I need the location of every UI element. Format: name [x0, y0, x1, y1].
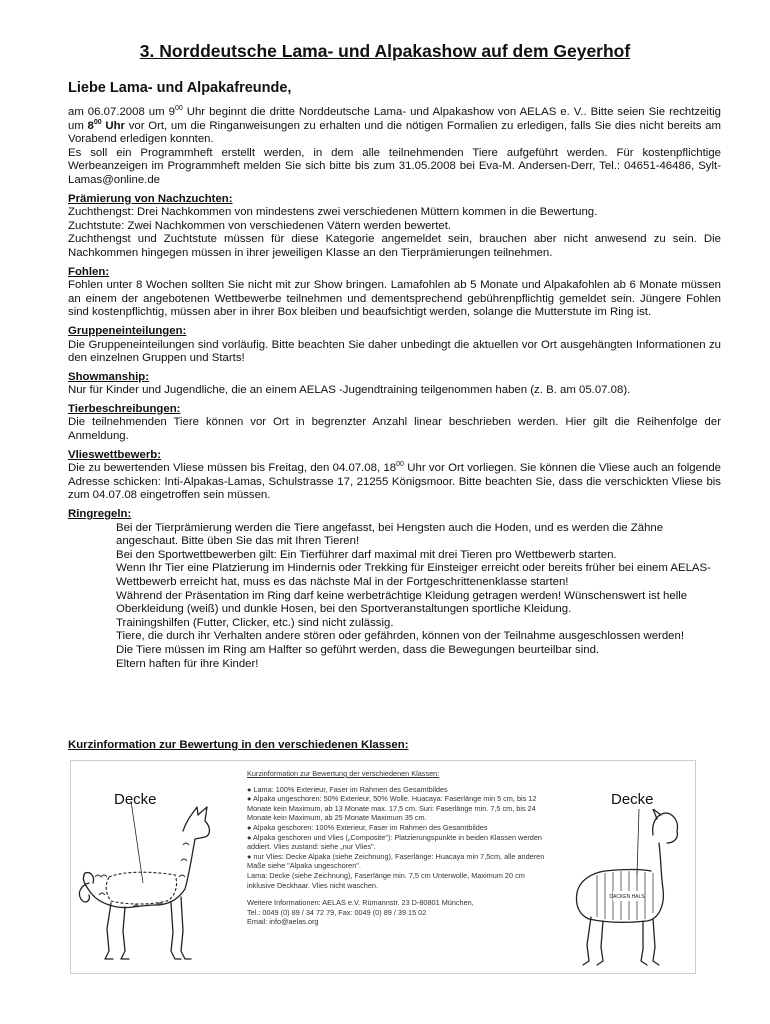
alpaca-ear — [653, 809, 661, 819]
evaluation-bullet: Lama: Decke (siehe Zeichnung), Faserlänge min. 7,5 cm Unterwolle, Maximum 20 cm inklusive Deckhaar. Vlies nicht waschen. — [247, 870, 525, 890]
ringregeln-list — [68, 522, 721, 672]
evaluation-info-heading: Kurzinformation zur Bewertung der verschiedenen Klassen: — [247, 769, 440, 778]
praemierung-line: Zuchthengst: Drei Nachkommen von mindestens zwei verschiedenen Müttern kommen in die Bewertung. — [68, 206, 598, 219]
ringregel-line: Während der Präsentation im Ring darf keine werbeträchtige Kleidung getragen werden! Wünschenswert ist helle Oberkleidung (weiß) und dunkle Hosen, bei den Sportveranstaltungen sportliche Kleidung. — [116, 589, 688, 616]
llama-front-leg-2 — [171, 903, 181, 959]
llama-hind-leg — [105, 903, 113, 959]
showmanship-text: Nur für Kinder und Jugendliche, die an einem AELAS -Jugendtraining teilgenommen haben (z. B. am 05.07.08). — [68, 384, 631, 397]
evaluation-bullet: ● Alpaka ungeschoren: 50% Exterieur, 50% Wolle. Huacaya: Faserlänge min 5 cm, bis 12 Monate kein Maximum, ab 13 Monate max. 17,5 cm. Suri: Faserlänge min. 7,5 cm, bis 24 Monate kein Maximum, ab 25 Monate Maximum 35 cm. — [247, 794, 537, 823]
llama-tail — [79, 883, 89, 902]
alpaca-drawing — [567, 809, 695, 969]
section-heading-ringregeln: Ringregeln: — [68, 508, 132, 521]
evaluation-bullet: ● Alpaka geschoren: 100% Exterieur, Faser im Rahmen des Gesamtbildes — [247, 822, 488, 832]
section-heading-fohlen: Fohlen: — [68, 265, 110, 278]
llama-drawing — [71, 801, 211, 971]
llama-decke-area — [106, 872, 176, 904]
praemierung-line: Zuchthengst und Zuchtstute müssen für diese Kategorie angemeldet sein, brauchen aber nicht anwesend zu sein. Die Nachkommen hingegen müssen in ihrer jeweiligen Klasse an den Tierprämierungen teilnehmen. — [68, 233, 721, 259]
alpaca-front-leg-2 — [641, 921, 647, 965]
intro-paragraph-1: am 06.07.2008 um $9^{00}$ Uhr beginnt die dritte Norddeutsche Lama- und Alpakashow von AELAS e. V.. Bitte seien Sie rechtzeitig um $8^{00}$ Uhr vor Ort, um die Ringanweisungen zu erhalten und die nötigen Formalien zu erledigen, falls Sie dies nicht bereits am Vorabend erledigen konnten. — [68, 105, 721, 146]
gruppen-text: Die Gruppeneinteilungen sind vorläufig. Bitte beachten Sie daher unbedingt die aktuellen vor Ort ausgehängten Informationen zu den einzelnen Gruppen und Starts! — [68, 338, 721, 365]
decke-label-right: Decke — [611, 791, 654, 808]
decke-pointer-line — [131, 801, 143, 883]
decke-pointer-line-right — [637, 809, 639, 875]
praemierung-line: Zuchtstute: Zwei Nachkommen von verschiedenen Vätern werden bewertet. — [68, 219, 452, 232]
decke-label-left: Decke — [114, 791, 157, 808]
fohlen-text: Fohlen unter 8 Wochen sollten Sie nicht mit zur Show bringen. Lamafohlen ab 5 Monate und Alpakafohlen ab 6 Monate müssen an einem der angebotenen Wettbewerbe teilnehmen und dementsprechend gebührenpflichtig gemeldet sein. Jüngere Fohlen sind kostenpflichtig, müssen aber in ihrer Box bleiben und beaufsichtigt werden, solange die Mutterstute im Ring ist. — [68, 279, 721, 319]
greeting: Liebe Lama- und Alpakafreunde, — [68, 80, 292, 96]
document-body — [68, 106, 721, 671]
contact-line: Weitere Informationen: AELAS e.V. Rümannstr. 23 D-80801 München, — [247, 898, 474, 908]
alpaca-hind-leg — [583, 917, 591, 965]
section-heading-tierbeschreibungen: Tierbeschreibungen: — [68, 402, 181, 415]
section-heading-showmanship: Showmanship: — [68, 370, 150, 383]
alpaca-hind-leg-2 — [597, 921, 603, 965]
vlies-text: Die zu bewertenden Vliese müssen bis Freitag, den 04.07.08, $18^{00}$ Uhr vor Ort vorliegen. Sie können die Vliese auch an folgende Adresse schicken: Inti-Alpakas-Lamas, Schulstrasse 17, 21255 Königsmoor. Bitte beachten Sie, dass die verschickten Vliese bis zum 04.07.08 eingetroffen sein müssen. — [68, 461, 721, 502]
section-heading-gruppen: Gruppeneinteilungen: — [68, 324, 187, 337]
ringregel-line: Eltern haften für ihre Kinder! — [116, 657, 259, 670]
section-heading-praemierung: Prämierung von Nachzuchten: — [68, 192, 233, 205]
evaluation-bullet: ● nur Vlies: Decke Alpaka (siehe Zeichnung), Faserlänge: Huacaya min 7,5cm, alle anderen Maße siehe "Alpaka ungeschoren". — [247, 851, 545, 871]
evaluation-figure — [70, 760, 696, 974]
intro-paragraph-2: Es soll ein Programmheft erstellt werden, in dem alle teilnehmenden Tiere aufgeführt werden. Für kostenpflichtige Werbeanzeigen im Programmheft melden Sie sich bitte bis zum 31.05.2008 bei Eva-M. Andersen-Derr, Tel.: 04651-46486, Sylt-Lamas@online.de — [68, 146, 721, 186]
llama-hind-leg-2 — [121, 907, 129, 959]
contact-line: Tel.: 0049 (0) 89 / 34 72 79, Fax: 0049 (0) 89 / 39 15 02 — [247, 907, 427, 917]
evaluation-bullet: ● Lama: 100% Exterieur, Faser im Rahmen des Gesamtbildes — [247, 784, 448, 794]
ringregel-line: Bei der Tierprämierung werden die Tiere angefasst, bei Hengsten auch die Hoden, und es werden die Zähne angeschaut. Bitte üben Sie das mit Ihren Tieren! — [116, 521, 664, 548]
ringregel-line: Tiere, die durch ihr Verhalten andere stören oder gefährden, können von der Teilnahme ausgeschlossen werden! — [116, 630, 684, 643]
ringregel-line: Wenn Ihr Tier eine Platzierung im Hindernis oder Trekking für Einsteiger erreicht oder bereits früher bei einem AELAS-Wettbewerb erreicht hat, muss es das nächste Mal in der Fortgeschrittenenklasse starten! — [116, 562, 711, 588]
ringregel-line: Trainingshilfen (Futter, Clicker, etc.) sind nicht zulässig. — [116, 616, 394, 629]
contact-line: Email: info@aelas.org — [247, 917, 319, 927]
llama-front-leg — [181, 897, 191, 959]
alpaca-front-leg — [653, 919, 659, 965]
alpaca-body-outline — [577, 843, 664, 922]
page-title: 3. Norddeutsche Lama- und Alpakashow auf dem Geyerhof — [139, 41, 631, 61]
tierbeschreibungen-text: Die teilnehmenden Tiere können vor Ort in begrenzter Anzahl linear beschrieben werden. Hier gilt die Reihenfolge der Anmeldung. — [68, 416, 721, 443]
section-heading-kurzinfo: Kurzinformation zur Bewertung in den verschiedenen Klassen: — [68, 739, 409, 751]
ringregel-line: Bei den Sportwettbewerben gilt: Ein Tierführer darf maximal mit drei Tieren pro Wettbewerb starten. — [116, 548, 617, 561]
section-heading-vlies: Vlieswettbewerb: — [68, 448, 162, 461]
evaluation-bullet: ● Alpaka geschoren und Vlies („Composite"): Platzierungspunkte in beiden Klassen werden addiert. Vlies zustand: siehe „nur Vlies". — [247, 832, 542, 852]
alpaca-tag-text: DACKEN HALS — [609, 894, 645, 900]
llama-body-outline — [83, 807, 209, 908]
ringregel-line: Die Tiere müssen im Ring am Halfter so geführt werden, dass die Bewegungen beurteilbar sind. — [116, 643, 600, 656]
evaluation-info-text — [247, 769, 547, 927]
